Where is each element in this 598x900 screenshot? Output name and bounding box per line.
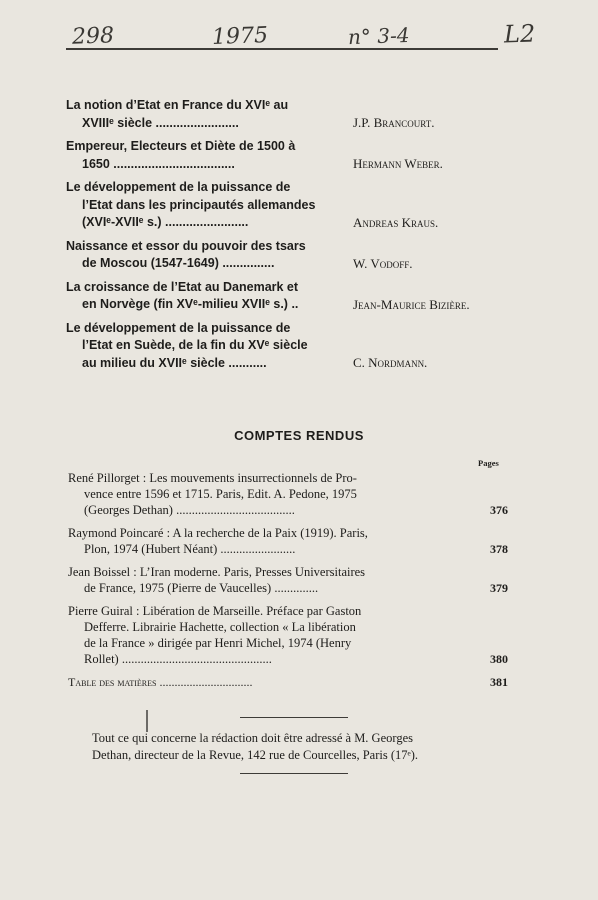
table-of-contents-entry — [68, 674, 508, 690]
article-author: J.P. Brancourt. — [353, 115, 435, 130]
article-title — [66, 279, 338, 314]
handwritten-code: L2 — [503, 19, 536, 49]
handwritten-year: 1975 — [211, 23, 269, 50]
article-title-line: l’Etat dans les principautés allemandes — [82, 197, 316, 212]
review-line: Defferre. Librairie Hachette, collection « La libération — [84, 620, 356, 634]
review-entry — [68, 525, 508, 557]
review-entry — [68, 603, 508, 667]
pencil-mark — [146, 710, 148, 732]
header-rule — [66, 48, 498, 50]
article-entry — [66, 138, 516, 173]
editorial-note — [92, 730, 512, 764]
article-title-line: La notion d’Etat en France du XVIᵉ au — [66, 98, 289, 112]
article-title — [66, 97, 338, 132]
article-list — [66, 97, 516, 378]
article-entry — [66, 238, 516, 273]
review-line: Jean Boissel : L’Iran moderne. Paris, Presses Universitaires — [68, 565, 366, 579]
handwritten-page-ref: 298 — [71, 23, 115, 50]
article-entry — [66, 179, 516, 232]
article-title-line: XVIIIᵉ siècle ........................ — [82, 115, 239, 130]
article-title-line: 1650 ................................... — [82, 156, 235, 171]
article-title — [66, 179, 338, 232]
review-line: de France, 1975 (Pierre de Vaucelles) .............. — [84, 581, 319, 595]
review-page-number: 376 — [490, 503, 508, 517]
review-entry — [68, 564, 508, 596]
section-heading: COMPTES RENDUS — [234, 428, 364, 443]
article-title — [66, 238, 338, 273]
handwritten-issue: n° 3-4 — [347, 22, 410, 50]
article-title-line: de Moscou (1547-1649) ............... — [82, 256, 275, 270]
article-title-line: Naissance et essor du pouvoir des tsars — [66, 238, 306, 253]
review-line: Plon, 1974 (Hubert Néant) ........................ — [84, 542, 296, 556]
article-title — [66, 138, 338, 173]
article-author: Jean-Maurice Bizière. — [353, 296, 470, 312]
article-title-line: en Norvège (fin XVᵉ-milieu XVIIᵉ s.) .. — [82, 297, 299, 311]
table-label: Table des matières ............................... — [68, 675, 253, 689]
article-title — [66, 320, 338, 373]
note-rule-top — [240, 717, 348, 718]
review-page-number: 379 — [490, 581, 508, 595]
review-line: de la France » dirigée par Henri Michel, 1974 (Henry — [84, 636, 352, 650]
article-title-line: (XVIᵉ-XVIIᵉ s.) ........................ — [82, 215, 249, 229]
article-entry — [66, 279, 516, 314]
article-title-line: Le développement de la puissance de — [66, 180, 291, 194]
review-line: Pierre Guiral : Libération de Marseille. Préface par Gaston — [68, 604, 362, 618]
article-title-line: La croissance de l’Etat au Danemark et — [66, 279, 299, 294]
note-line: Tout ce qui concerne la rédaction doit être adressé à M. Georges — [92, 731, 413, 745]
article-title-line: Le développement de la puissance de — [66, 320, 291, 335]
review-line: (Georges Dethan) ...................................... — [84, 503, 295, 517]
review-line: Rollet) ................................................ — [84, 652, 272, 666]
article-title-line: au milieu du XVIIᵉ siècle ........... — [82, 355, 267, 370]
article-entry — [66, 97, 516, 132]
article-author: Andreas Kraus. — [353, 214, 439, 230]
review-entry — [68, 470, 508, 518]
review-line: Raymond Poincaré : A la recherche de la Paix (1919). Paris, — [68, 526, 368, 540]
review-page-number: 380 — [490, 652, 508, 666]
review-page-number: 378 — [490, 542, 508, 556]
article-entry — [66, 320, 516, 373]
article-author: W. Vodoff. — [353, 255, 413, 271]
article-author: C. Nordmann. — [353, 355, 428, 370]
note-rule-bottom — [240, 773, 348, 774]
review-list — [68, 470, 508, 697]
article-title-line: l’Etat en Suède, de la fin du XVᵉ siècle — [82, 338, 308, 352]
article-title-line: Empereur, Electeurs et Diète de 1500 à — [66, 139, 296, 153]
review-line: René Pillorget : Les mouvements insurrectionnels de Pro- — [68, 471, 357, 485]
note-line: Dethan, directeur de la Revue, 142 rue de Courcelles, Paris (17ᵉ). — [92, 748, 419, 762]
article-author: Hermann Weber. — [353, 156, 443, 171]
table-page-number: 381 — [490, 675, 508, 689]
review-line: vence entre 1596 et 1715. Paris, Edit. A. Pedone, 1975 — [84, 487, 357, 501]
pages-column-label: Pages — [478, 458, 499, 468]
